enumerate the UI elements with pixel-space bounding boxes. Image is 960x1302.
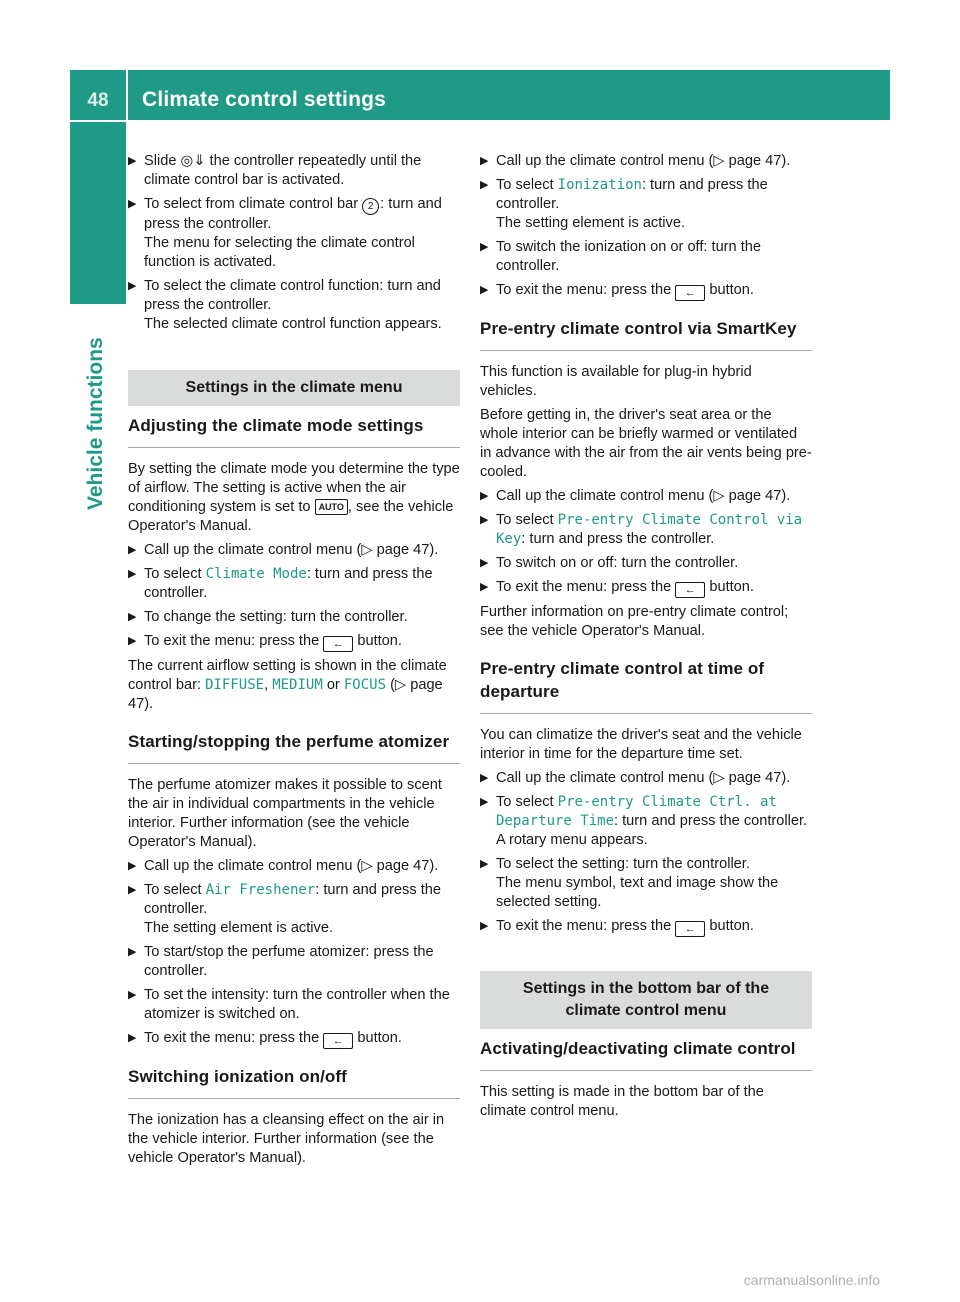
paragraph: The ionization has a cleansing effect on the air in the vehicle interior. Further information (see the vehicle Operator's Manual).: [128, 1112, 445, 1166]
paragraph-text: By setting the climate mode you determine the type of airflow. The setting is active when the air conditioning system is set to: [128, 461, 460, 515]
step-text: : turn and press the controller.: [496, 177, 768, 212]
step-item: [480, 554, 812, 573]
step-arrow-icon: ▶: [128, 544, 137, 556]
step-arrow-icon: ▶: [128, 280, 137, 292]
step-text: To select the setting: turn the controller.: [496, 856, 750, 872]
section-heading-box: Settings in the climate menu: [128, 370, 460, 406]
step-result: The menu symbol, text and image show the selected setting.: [496, 875, 779, 910]
step-arrow-icon: ▶: [480, 514, 489, 526]
paragraph: You can climatize the driver's seat and the vehicle interior in time for the departure time set.: [480, 727, 802, 762]
step-text: : turn and press the controller.: [144, 882, 441, 917]
menu-item-name: Air Freshener: [205, 882, 316, 898]
page-header: [70, 70, 890, 120]
step-item: [480, 281, 812, 301]
section-heading-box: Settings in the bottom bar of the climate control menu: [480, 971, 812, 1029]
section-heading: Pre-entry climate control at time of departure: [480, 657, 812, 714]
step-text: To select: [496, 794, 558, 810]
back-button-icon: ←: [323, 636, 353, 652]
step-text: To exit the menu: press the: [496, 918, 676, 934]
step-item: [128, 195, 460, 272]
step-text: To set the intensity: turn the controller when the atomizer is switched on.: [144, 987, 450, 1022]
page-number: 48: [70, 70, 128, 120]
paragraph-text: The current airflow setting is shown in the climate control bar:: [128, 658, 447, 693]
step-result: The setting element is active.: [496, 215, 685, 231]
step-item: [128, 632, 460, 652]
step-text: Call up the climate control menu (▷ page 47).: [496, 488, 791, 504]
step-text: Call up the climate control menu (▷ page 47).: [496, 770, 791, 786]
step-item: [480, 487, 812, 506]
menu-item-name: Pre-entry Climate Control via Key: [496, 512, 803, 547]
section-heading: Pre-entry climate control via SmartKey: [480, 317, 812, 351]
left-column: [128, 152, 460, 1173]
step-text: To exit the menu: press the: [144, 633, 324, 649]
menu-item-name: Ionization: [557, 177, 642, 193]
step-arrow-icon: ▶: [128, 611, 137, 623]
step-arrow-icon: ▶: [128, 568, 137, 580]
step-text: To select: [496, 177, 558, 193]
right-column: [480, 152, 812, 1126]
back-button-icon: ←: [675, 582, 705, 598]
step-text: To switch on or off: turn the controller.: [496, 555, 739, 571]
step-item: [480, 176, 812, 233]
step-text: : turn and press the controller.: [144, 566, 433, 601]
section-heading: Switching ionization on/off: [128, 1065, 460, 1099]
side-section-label-text: Vehicle functions: [84, 337, 107, 510]
step-item: [128, 152, 460, 190]
paragraph-text: (▷ page 47).: [128, 677, 443, 712]
setting-name: MEDIUM: [272, 677, 323, 693]
step-text: To select: [144, 566, 206, 582]
setting-name: FOCUS: [343, 677, 387, 693]
menu-item-name: Climate Mode: [205, 566, 307, 582]
step-arrow-icon: ▶: [128, 860, 137, 872]
step-arrow-icon: ▶: [480, 490, 489, 502]
paragraph: This setting is made in the bottom bar of the climate control menu.: [480, 1084, 764, 1119]
step-item: [128, 1029, 460, 1049]
step-text: : turn and press the controller.: [614, 813, 808, 829]
step-item: [128, 565, 460, 603]
step-arrow-icon: ▶: [128, 1032, 137, 1044]
setting-name: DIFFUSE: [205, 677, 265, 693]
paragraph: This function is available for plug-in hybrid vehicles.: [480, 364, 752, 399]
step-text: Call up the climate control menu (▷ page 47).: [496, 153, 791, 169]
paragraph-text: or: [322, 677, 344, 693]
step-result: The setting element is active.: [144, 920, 333, 936]
footer-watermark: carmanualsonline.info: [743, 1272, 880, 1288]
menu-item-name: Pre-entry Climate Ctrl. at Departure Time: [496, 794, 777, 829]
step-item: [128, 881, 460, 938]
step-arrow-icon: ▶: [128, 198, 137, 210]
step-item: [128, 608, 460, 627]
step-item: [128, 541, 460, 560]
step-text: To switch the ionization on or off: turn the controller.: [496, 239, 762, 274]
page-title: Climate control settings: [142, 88, 387, 111]
step-result: The menu for selecting the climate control function is activated.: [144, 235, 415, 270]
back-button-icon: ←: [675, 285, 705, 301]
step-text: button.: [705, 579, 754, 595]
step-arrow-icon: ▶: [480, 557, 489, 569]
step-item: [480, 578, 812, 598]
step-result: A rotary menu appears.: [496, 832, 648, 848]
step-text: button.: [705, 918, 754, 934]
paragraph: Before getting in, the driver's seat area or the whole interior can be briefly warmed or ventilated in advance with the air from the air vents being pre-cooled.: [480, 407, 812, 480]
section-heading: Activating/deactivating climate control: [480, 1037, 812, 1071]
step-text: button.: [353, 1030, 402, 1046]
step-arrow-icon: ▶: [480, 155, 489, 167]
step-text: Slide: [144, 153, 181, 169]
step-text: To exit the menu: press the: [144, 1030, 324, 1046]
step-item: [128, 943, 460, 981]
step-text: : turn and press the controller.: [144, 196, 442, 232]
step-item: [480, 152, 812, 171]
paragraph: [128, 460, 460, 536]
step-text: Call up the climate control menu (▷ page 47).: [144, 858, 439, 874]
step-item: [480, 855, 812, 912]
section-heading: Starting/stopping the perfume atomizer: [128, 730, 460, 764]
step-text: To select: [144, 882, 206, 898]
side-tab-marker: [70, 122, 126, 304]
step-arrow-icon: ▶: [480, 179, 489, 191]
step-arrow-icon: ▶: [480, 858, 489, 870]
step-arrow-icon: ▶: [480, 772, 489, 784]
step-text: To select from climate control bar: [144, 196, 363, 212]
section-heading: Adjusting the climate mode settings: [128, 414, 460, 448]
step-item: [480, 769, 812, 788]
paragraph-text: , see the vehicle Operator's Manual.: [128, 499, 454, 534]
step-item: [128, 986, 460, 1024]
step-result: The selected climate control function appears.: [144, 316, 442, 332]
step-text: To exit the menu: press the: [496, 282, 676, 298]
step-text: the controller repeatedly until the climate control bar is activated.: [144, 153, 422, 188]
step-arrow-icon: ▶: [480, 581, 489, 593]
step-text: To start/stop the perfume atomizer: press the controller.: [144, 944, 434, 979]
step-item: [128, 857, 460, 876]
step-item: [480, 793, 812, 850]
callout-number-icon: 2: [362, 198, 379, 215]
step-text: button.: [353, 633, 402, 649]
step-item: [480, 511, 812, 549]
step-arrow-icon: ▶: [480, 284, 489, 296]
paragraph: The perfume atomizer makes it possible to scent the air in individual compartments in the vehicle interior. Further information (see the vehicle Operator's Manual).: [128, 777, 442, 850]
step-text: : turn and press the controller.: [521, 531, 715, 547]
step-text: Call up the climate control menu (▷ page 47).: [144, 542, 439, 558]
paragraph-text: ,: [264, 677, 273, 693]
step-text: To change the setting: turn the controller.: [144, 609, 408, 625]
step-arrow-icon: ▶: [480, 920, 489, 932]
back-button-icon: ←: [675, 921, 705, 937]
step-text: To select the climate control function: turn and press the controller.: [144, 278, 441, 313]
step-arrow-icon: ▶: [128, 946, 137, 958]
step-arrow-icon: ▶: [128, 884, 137, 896]
step-arrow-icon: ▶: [128, 155, 137, 167]
step-item: [480, 917, 812, 937]
back-button-icon: ←: [323, 1033, 353, 1049]
step-text: To select: [496, 512, 558, 528]
step-arrow-icon: ▶: [480, 241, 489, 253]
step-text: button.: [705, 282, 754, 298]
auto-badge-icon: AUTO: [315, 499, 348, 515]
paragraph: Further information on pre-entry climate control; see the vehicle Operator's Manual.: [480, 604, 789, 639]
step-item: [480, 238, 812, 276]
step-arrow-icon: ▶: [480, 796, 489, 808]
step-arrow-icon: ▶: [128, 635, 137, 647]
paragraph: [128, 657, 460, 714]
step-text: To exit the menu: press the: [496, 579, 676, 595]
step-arrow-icon: ▶: [128, 989, 137, 1001]
controller-slide-icon: ◎⇓: [180, 153, 206, 169]
step-item: [128, 277, 460, 334]
